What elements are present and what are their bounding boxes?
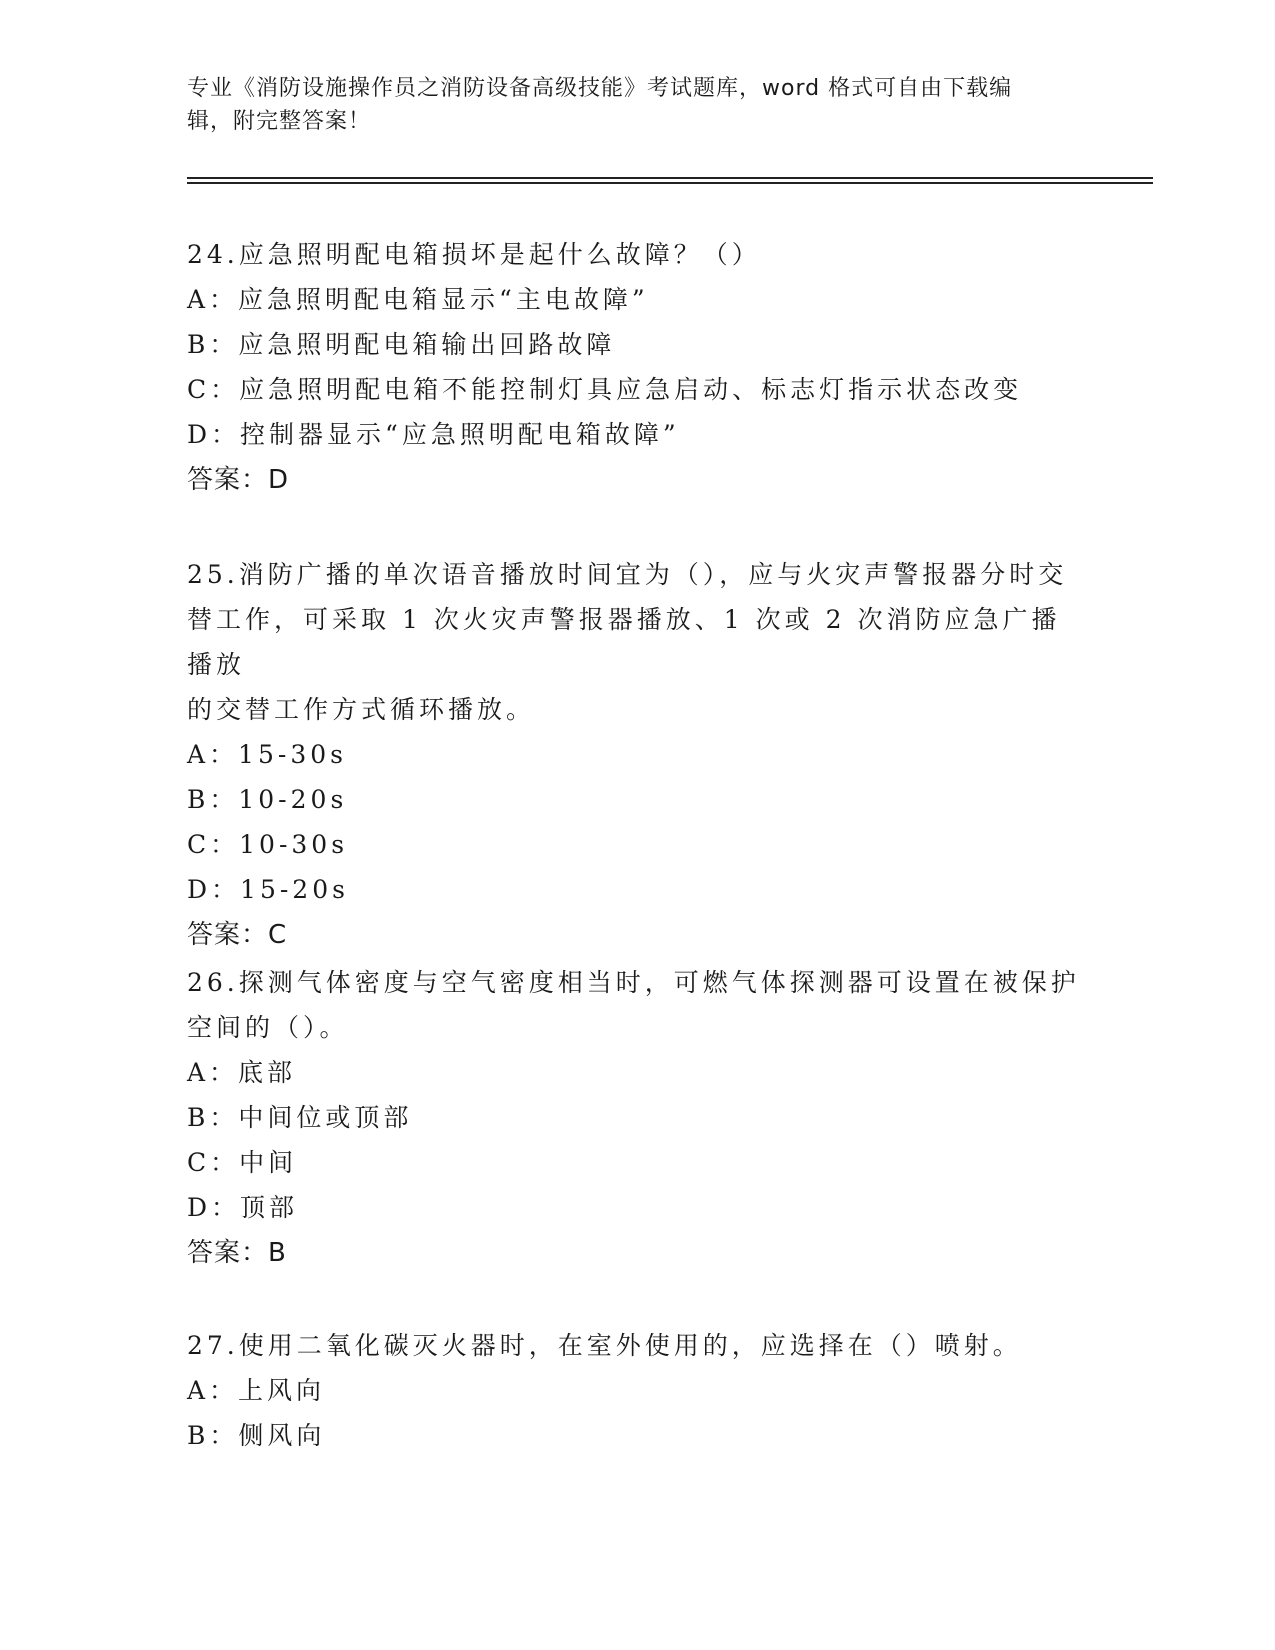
stem-line: 24.应急照明配电箱损坏是起什么故障？（）	[187, 240, 761, 269]
question-stem	[187, 232, 1087, 277]
stem-line: 空间的（）。	[187, 1013, 349, 1042]
question-27	[187, 1323, 1087, 1458]
option-c: C：10-30s	[187, 830, 349, 859]
option-b: B：中间位或顶部	[187, 1103, 413, 1132]
question-stem	[187, 552, 1087, 732]
stem-line: 替工作，可采取 1 次火灾声警报器播放、1 次或 2 次消防应急广播播放	[187, 605, 1061, 679]
stem-line: 26.探测气体密度与空气密度相当时，可燃气体探测器可设置在被保护	[187, 968, 1080, 997]
header-divider-top	[187, 177, 1153, 179]
option-a: A：15-30s	[187, 740, 347, 769]
question-24	[187, 232, 1087, 503]
question-26	[187, 960, 1087, 1276]
stem-line: 25.消防广播的单次语音播放时间宜为（），应与火灾声警报器分时交	[187, 560, 1068, 589]
option-d: D：15-20s	[187, 875, 349, 904]
option-b: B：10-20s	[187, 785, 348, 814]
stem-line: 27.使用二氧化碳灭火器时，在室外使用的，应选择在（）喷射。	[187, 1331, 1022, 1360]
option-d: D：顶部	[187, 1193, 299, 1222]
option-c: C：中间	[187, 1148, 298, 1177]
header-line-1: 专业《消防设施操作员之消防设备高级技能》考试题库，word 格式可自由下载编	[187, 76, 1013, 101]
option-a: A：应急照明配电箱显示“主电故障”	[187, 285, 649, 314]
answer: 答案：B	[187, 1238, 287, 1268]
option-d: D：控制器显示“应急照明配电箱故障”	[187, 420, 680, 449]
document-header	[187, 72, 1077, 138]
question-stem	[187, 960, 1087, 1050]
option-a: A：底部	[187, 1058, 297, 1087]
header-divider-bottom	[187, 182, 1153, 184]
stem-line: 的交替工作方式循环播放。	[187, 695, 536, 724]
answer: 答案：D	[187, 465, 290, 495]
option-b: B：应急照明配电箱输出回路故障	[187, 330, 616, 359]
option-a: A：上风向	[187, 1376, 326, 1405]
header-line-2: 辑，附完整答案！	[187, 109, 372, 134]
option-b: B：侧风向	[187, 1421, 326, 1450]
option-c: C：应急照明配电箱不能控制灯具应急启动、标志灯指示状态改变	[187, 375, 1023, 404]
answer: 答案：C	[187, 920, 288, 950]
question-25	[187, 552, 1087, 958]
question-stem	[187, 1323, 1087, 1368]
